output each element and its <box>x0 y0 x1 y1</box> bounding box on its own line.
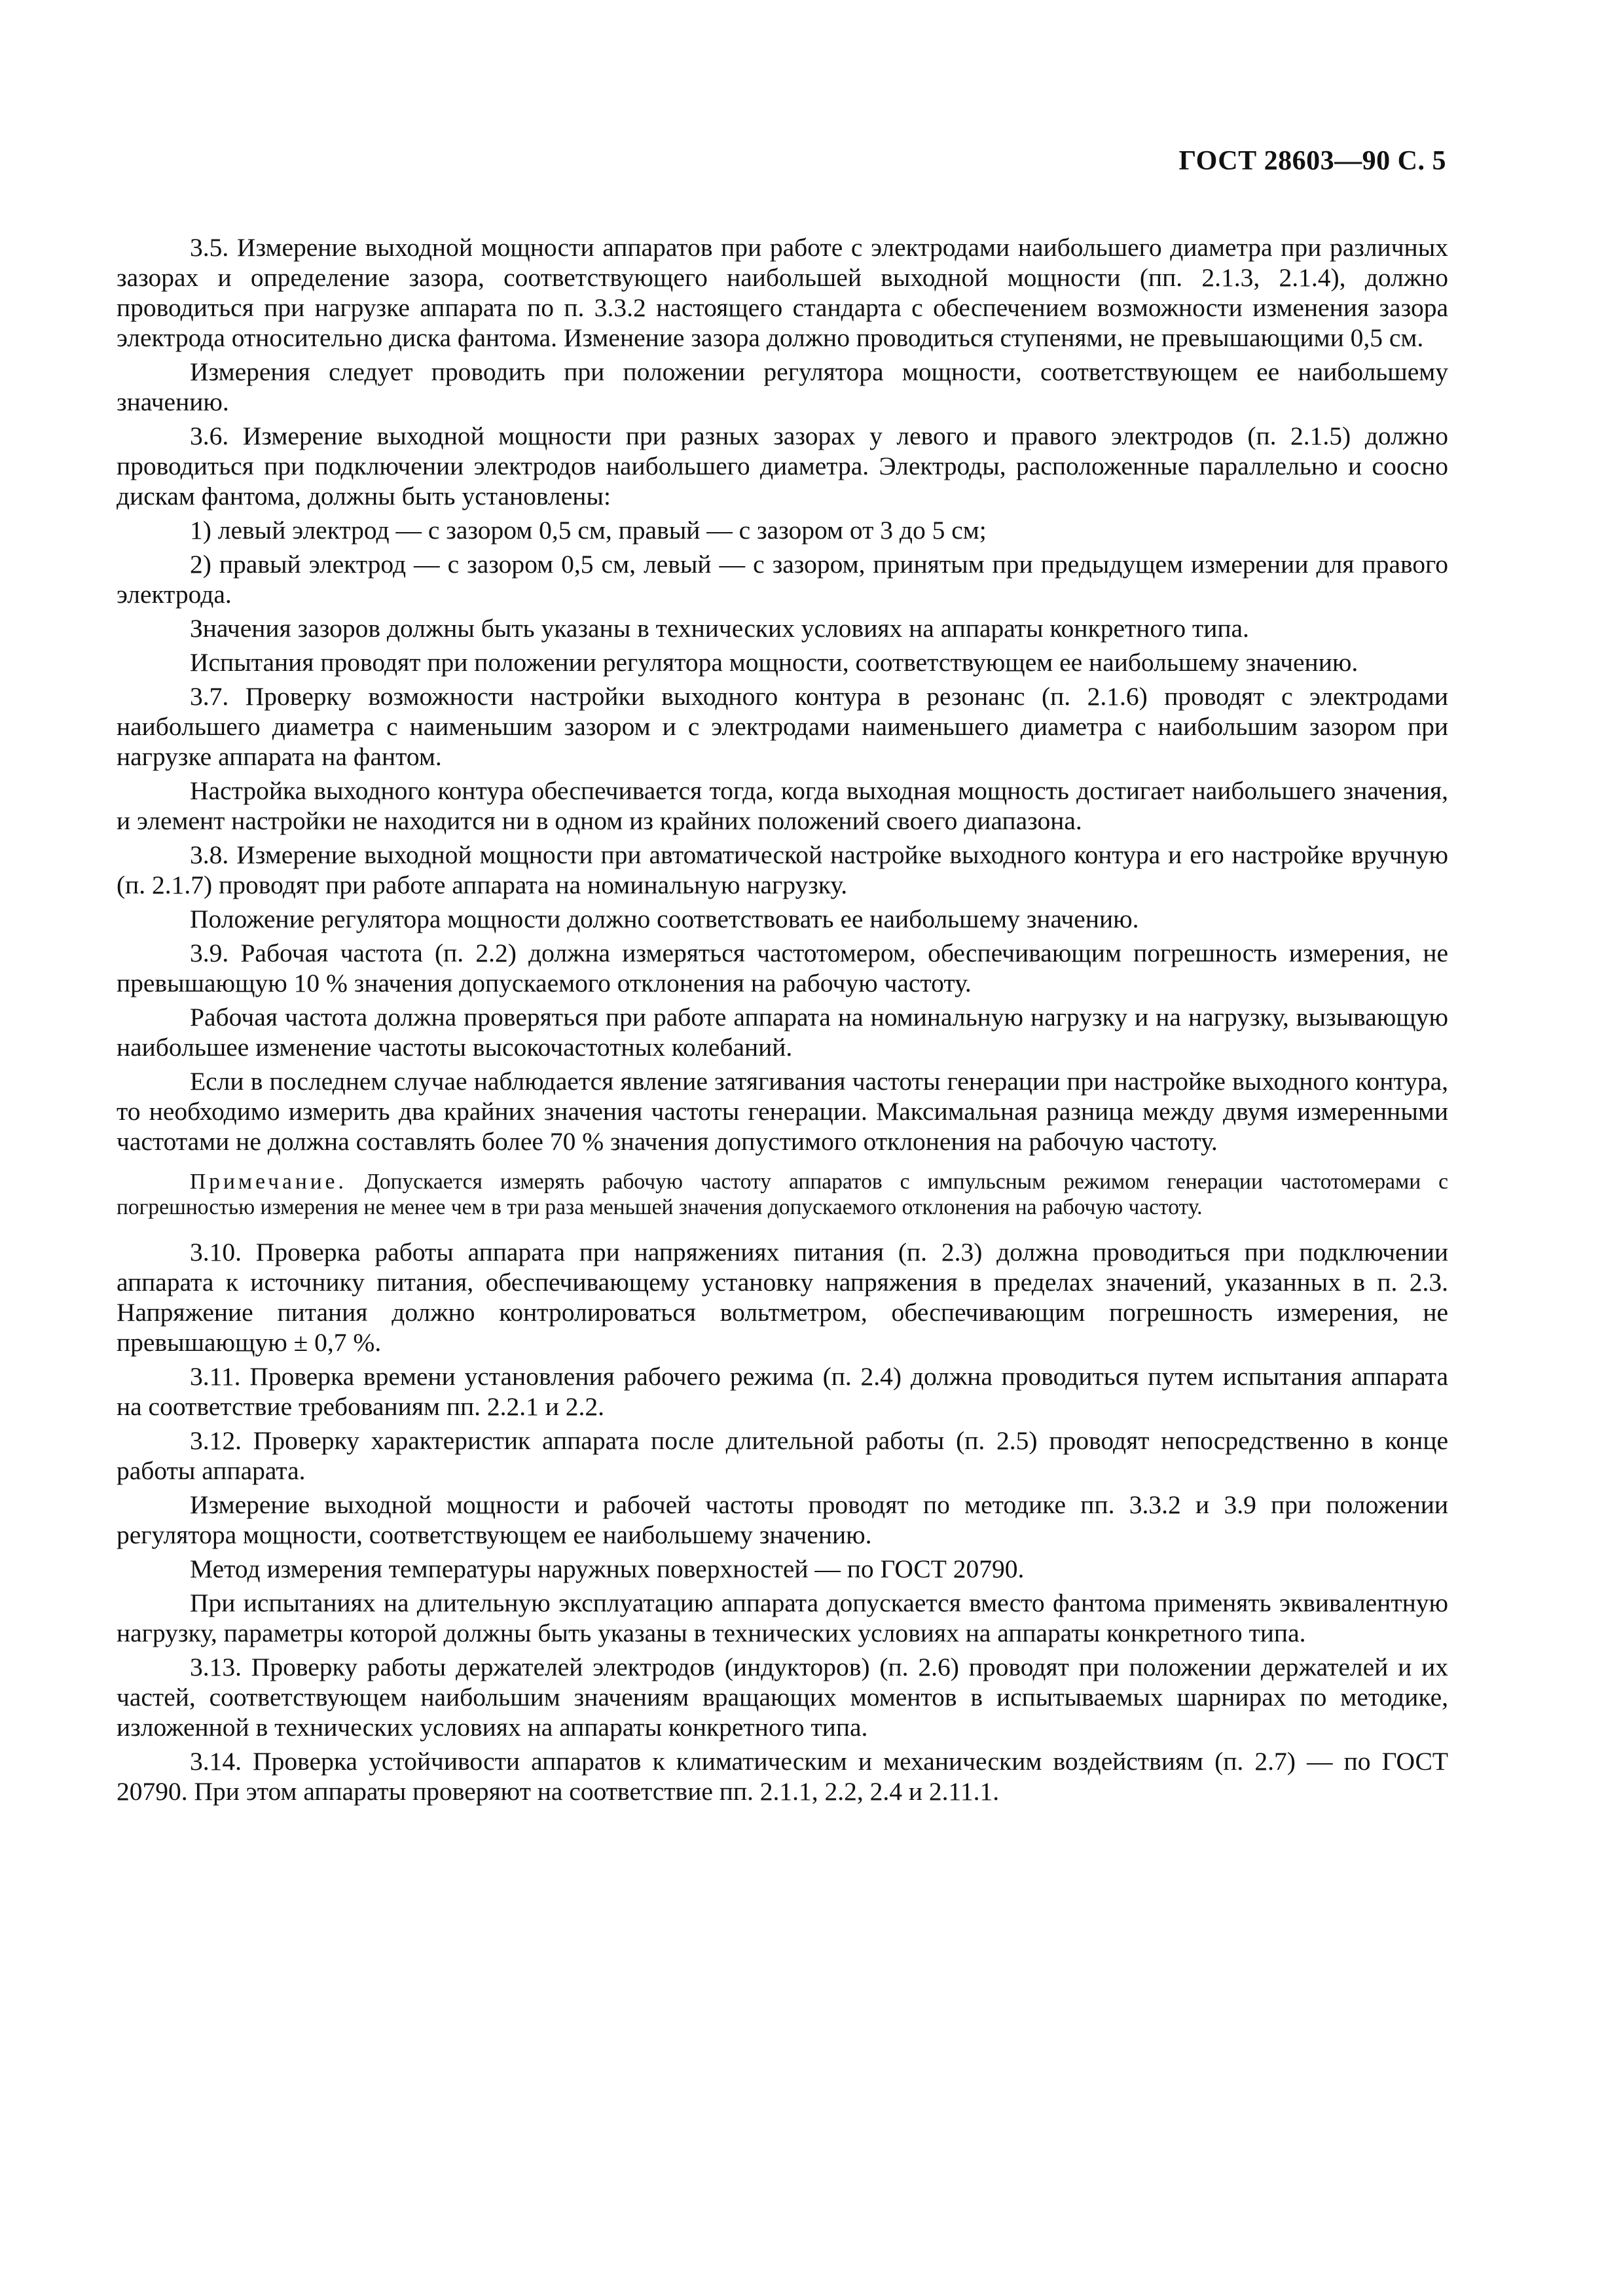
paragraph-3-12: 3.12. Проверку характеристик аппарата после длительной работы (п. 2.5) проводят непосредственно в конце работы аппарата. <box>117 1426 1448 1485</box>
paragraph-3-7: 3.7. Проверку возможности настройки выходного контура в резонанс (п. 2.1.6) проводят с электродами наибольшего диаметра с наименьшим зазором и с электродами наименьшего диаметра с наибольшим зазором при нагрузке аппарата на фантом. <box>117 682 1448 771</box>
paragraph: Если в последнем случае наблюдается явление затягивания частоты генерации при настройке выходного контура, то необходимо измерить два крайних значения частоты генерации. Максимальная разница между двумя измеренными частотами не должна составлять более 70 % значения допустимого отклонения на рабочую частоту. <box>117 1067 1448 1156</box>
paragraph-3-10: 3.10. Проверка работы аппарата при напряжениях питания (п. 2.3) должна проводиться при подключении аппарата к источнику питания, обеспечивающему установку напряжения в пределах значений, указанных в п. 2.3. Напряжение питания должно контролироваться вольтметром, обеспечивающим погрешность измерения, не превышающую ± 0,7 %. <box>117 1238 1448 1357</box>
paragraph: Значения зазоров должны быть указаны в технических условиях на аппараты конкретного типа. <box>190 614 1249 643</box>
paragraph-3-14: 3.14. Проверка устойчивости аппаратов к климатическим и механическим воздействиям (п. 2.7) — по ГОСТ 20790. При этом аппараты проверяют на соответствие пп. 2.1.1, 2.2, 2.4 и 2.11.1. <box>117 1747 1448 1806</box>
paragraph: Измерение выходной мощности и рабочей частоты проводят по методике пп. 3.3.2 и 3.9 при положении регулятора мощности, соответствующем ее наибольшему значению. <box>117 1490 1448 1549</box>
note-label: Примечание. <box>190 1170 347 1194</box>
paragraph-3-6: 3.6. Измерение выходной мощности при разных зазорах у левого и правого электродов (п. 2.1.5) должно проводиться при подключении электродов наибольшего диаметра. Электроды, расположенные параллельно и соосно дискам фантома, должны быть установлены: <box>117 422 1448 511</box>
paragraph-3-11: 3.11. Проверка времени установления рабочего режима (п. 2.4) должна проводиться путем испытания аппарата на соответствие требованиям пп. 2.2.1 и 2.2. <box>117 1362 1448 1421</box>
list-item-2: 2) правый электрод — с зазором 0,5 см, левый — с зазором, принятым при предыдущем измерении для правого электрода. <box>117 550 1448 609</box>
paragraph: При испытаниях на длительную эксплуатацию аппарата допускается вместо фантома применять эквивалентную нагрузку, параметры которой должны быть указаны в технических условиях на аппараты конкретного типа. <box>117 1588 1448 1647</box>
note <box>117 1170 1448 1220</box>
paragraph: Испытания проводят при положении регулятора мощности, соответствующем ее наибольшему значению. <box>190 648 1359 677</box>
document-body <box>117 232 1448 1810</box>
list-item-1: 1) левый электрод — с зазором 0,5 см, правый — с зазором от 3 до 5 см; <box>190 516 987 545</box>
paragraph-3-13: 3.13. Проверку работы держателей электродов (индукторов) (п. 2.6) проводят при положении держателей и их частей, соответствующем наибольшим значениям вращающих моментов в испытываемых шарнирах по методике, изложенной в технических условиях на аппараты конкретного типа. <box>117 1653 1448 1742</box>
paragraph: Положение регулятора мощности должно соответствовать ее наибольшему значению. <box>190 905 1139 933</box>
page-header: ГОСТ 28603—90 С. 5 <box>1178 146 1446 176</box>
paragraph: Измерения следует проводить при положении регулятора мощности, соответствующем ее наибольшему значению. <box>117 357 1448 416</box>
paragraph: Рабочая частота должна проверяться при работе аппарата на номинальную нагрузку и на нагрузку, вызывающую наибольшее изменение частоты высокочастотных колебаний. <box>117 1003 1448 1062</box>
paragraph: Метод измерения температуры наружных поверхностей — по ГОСТ 20790. <box>190 1554 1025 1583</box>
paragraph-3-8: 3.8. Измерение выходной мощности при автоматической настройке выходного контура и его настройке вручную (п. 2.1.7) проводят при работе аппарата на номинальную нагрузку. <box>117 840 1448 899</box>
note-text: Допускается измерять рабочую частоту аппаратов с импульсным режимом генерации частотомерами с погрешностью измерения не менее чем в три раза меньшей значения допускаемого отклонения на рабочую частоту. <box>117 1170 1448 1219</box>
paragraph-3-5: 3.5. Измерение выходной мощности аппаратов при работе с электродами наибольшего диаметра при различных зазорах и определение зазора, соответствующего наибольшей выходной мощности (пп. 2.1.3, 2.1.4), должно проводиться при нагрузке аппарата по п. 3.3.2 настоящего стандарта с обеспечением возможности изменения зазора электрода относительно диска фантома. Изменение зазора должно проводиться ступенями, не превышающими 0,5 см. <box>117 233 1448 352</box>
paragraph: Настройка выходного контура обеспечивается тогда, когда выходная мощность достигает наибольшего значения, и элемент настройки не находится ни в одном из крайних положений своего диапазона. <box>117 776 1448 835</box>
paragraph-3-9: 3.9. Рабочая частота (п. 2.2) должна измеряться частотомером, обеспечивающим погрешность измерения, не превышающую 10 % значения допускаемого отклонения на рабочую частоту. <box>117 939 1448 997</box>
